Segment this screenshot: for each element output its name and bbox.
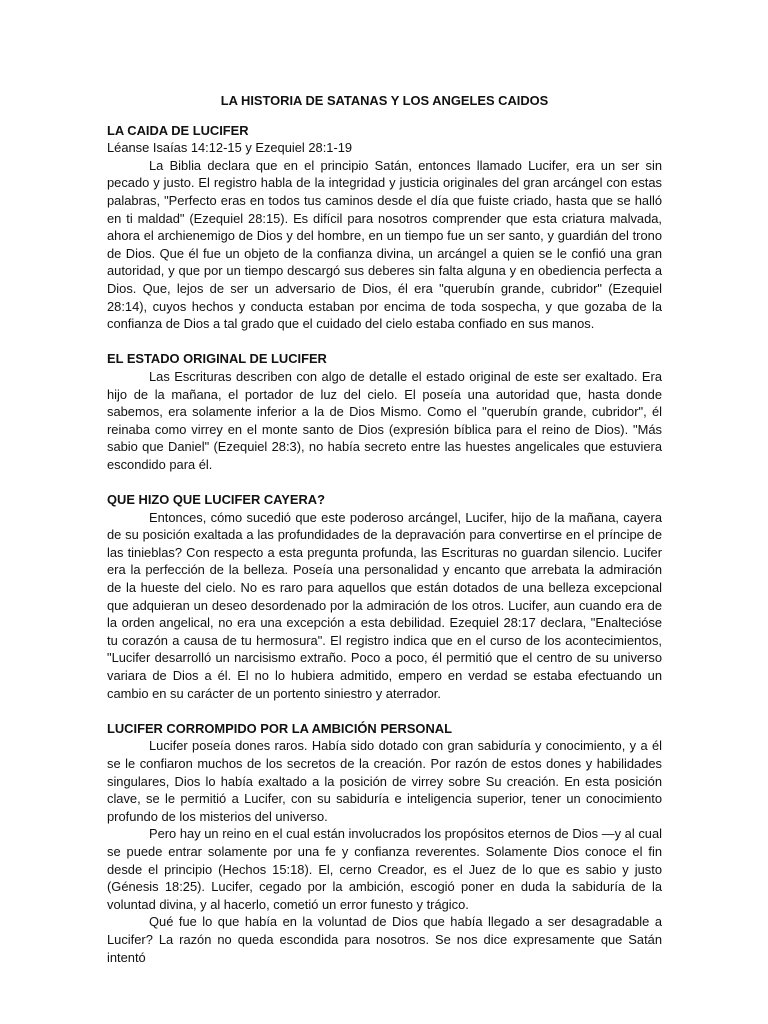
- section-estado-original: [107, 350, 662, 473]
- paragraph: Qué fue lo que había en la voluntad de Dios que había llegado a ser desagradable a Lucifer? La razón no queda escondida para nosotros. Se nos dice expresamente que Satán intentó: [107, 914, 662, 965]
- section-ambicion: [107, 720, 662, 966]
- paragraph: Lucifer poseía dones raros. Había sido dotado con gran sabiduría y conocimiento, y a él se le confiaron muchos de los secretos de la creación. Por razón de estos dones y habilidades singulares, Dios lo había exaltado a la posición de virrey sobre Su creación. En esta posición clave, se le permitió a Lucifer, con su sabiduría e inteligencia superior, tener un conocimiento profundo de los misterios del universo.: [107, 738, 662, 824]
- section-heading: QUE HIZO QUE LUCIFER CAYERA?: [107, 492, 325, 508]
- paragraph: Pero hay un reino en el cual están involucrados los propósitos eternos de Dios —y al cual se puede entrar solamente por una fe y confianza reverentes. Solamente Dios conoce el fin desde el principio (Hechos 15:18). El, cerno Creador, es el Juez de lo que es sabio y justo (Génesis 18:25). Lucifer, cegado por la ambición, escogió poner en duda la sabiduría de la voluntad divina, y al hacerlo, cometió un error funesto y trágico.: [107, 826, 662, 912]
- section-heading: EL ESTADO ORIGINAL DE LUCIFER: [107, 351, 327, 367]
- document-title: LA HISTORIA DE SATANAS Y LOS ANGELES CAIDOS: [220, 93, 549, 108]
- section-heading: LUCIFER CORROMPIDO POR LA AMBICIÓN PERSONAL: [107, 720, 452, 736]
- section-heading: LA CAIDA DE LUCIFER: [107, 122, 249, 138]
- scripture-reference: Léanse Isaías 14:12-15 y Ezequiel 28:1-19: [107, 140, 353, 156]
- paragraph: Entonces, cómo sucedió que este poderoso arcángel, Lucifer, hijo de la mañana, cayera de su posición exaltada a las profundidades de la depravación para convertirse en el príncipe de las tinieblas? Con respecto a esta pregunta profunda, las Escrituras no guardan silencio. Lucifer era la perfección de la belleza. Poseía una personalidad y encanto que arrebata la admiración de la hueste del cielo. No es raro para aquellos que están dotados de una belleza excepcional que adquieran un deseo desordenado por la admiración de los otros. Lucifer, aun cuando era de la orden angelical, no era una excepción a esta debilidad. Ezequiel 28:17 declara, "Enaltecióse tu corazón a causa de tu hermosura". El registro indica que en el curso de los acontecimientos, "Lucifer desarrolló un narcisismo extraño. Poco a poco, él permitió que el centro de su universo variara de Dios a él. El no lo hubiera admitido, empero en verdad se estaba efectuando un cambio en su carácter de un portento siniestro y aterrador.: [107, 509, 662, 701]
- paragraph: Las Escrituras describen con algo de detalle el estado original de este ser exaltado. Era hijo de la mañana, el portador de luz del cielo. El poseía una autoridad que, hasta donde sabemos, era solamente inferior a la de Dios Mismo. Como el "querubín grande, cubridor", él reinaba como virrey en el monte santo de Dios (expresión bíblica para el reino de Dios). "Más sabio que Daniel" (Ezequiel 28:3), no había secreto entre las huestes angelicales que estuviera escondido para él.: [107, 368, 662, 472]
- section-caida: [107, 122, 662, 333]
- paragraph: La Biblia declara que en el principio Satán, entonces llamado Lucifer, era un ser sin pecado y justo. El registro habla de la integridad y justicia originales del gran arcángel con estas palabras, "Perfecto eras en todos tus caminos desde el día que fuiste criado, hasta que se halló en ti maldad" (Ezequiel 28:15). Es difícil para nosotros comprender que esta criatura malvada, ahora el archienemigo de Dios y del hombre, en un tiempo fue un ser santo, y guardián del trono de Dios. Que él fue un objeto de la confianza divina, un arcángel a quien se le confió una gran autoridad, y que por un tiempo descargó sus deberes sin falta alguna y en obediencia perfecta a Dios. Que, lejos de ser un adversario de Dios, él era "querubín grande, cubridor" (Ezequiel 28:14), cuyos hechos y conducta estaban por encima de toda sospecha, y que gozaba de la confianza de Dios a tal grado que el cuidado del cielo estaba confiado en sus manos.: [107, 157, 662, 332]
- section-que-hizo: [107, 491, 662, 702]
